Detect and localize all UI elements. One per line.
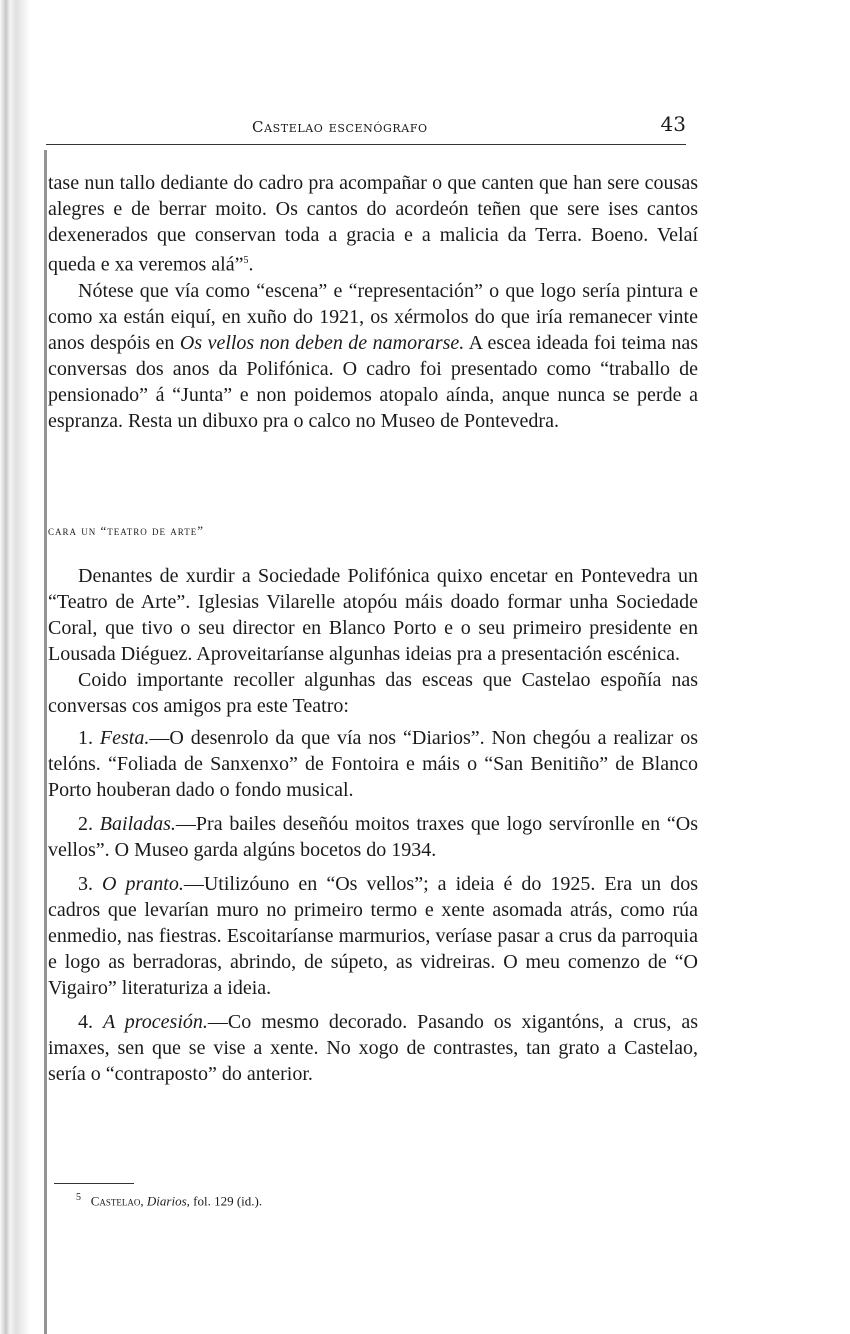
list-item: 1. Festa.—O desenrolo da que vía nos “Diarios”. Non chegóu a realizar os telóns. “Foliada de Sanxenxo” de Fontoira e máis o “San Benitiño” de Blanco Porto houberan dado o fondo musical. — [48, 727, 698, 801]
section-heading: cara un “teatro de arte” — [48, 523, 204, 538]
body-text-top — [48, 170, 698, 434]
page-number: 43 — [660, 112, 686, 136]
paragraph-denantes: Denantes de xurdir a Sociedade Polifónica quixo encetar en Pontevedra un “Teatro de Arte”. Iglesias Vilarelle atopóu máis doado formar unha Sociedade Coral, que tivo o seu director en Blanco Porto e o seu primeiro presidente en Lousada Diéguez. Aproveitaríanse algunhas ideias pra a presentación escénica. — [48, 565, 698, 665]
footnote: $^5$ Castelao, Diarios, fol. 129 (id.). — [76, 1192, 263, 1209]
footnote-rule — [54, 1183, 134, 1184]
body-text-section — [48, 563, 698, 1087]
paragraph-continuation: tase nun tallo dediante do cadro pra acompañar o que canten que han sere cousas alegres e de berrar moito. Os cantos do acordeón teñen que sere ises cantos dexenerados que conservan toda a gracia e a malicia da Terra. Boeno. Velaí queda e xa veremos alá”$^5$. — [48, 172, 698, 276]
paragraph-notese: Nótese que vía como “escena” e “representación” o que logo sería pintura e como xa están eiquí, en xuño do 1921, os xérmolos do que iría remanecer vinte anos despóis en Os vellos non deben de namorarse. A escea ideada foi teima nas conversas dos anos da Polifónica. O cadro foi presentado como “traballo de pensionado” á “Junta” e non poidemos atopalo aínda, anque nunca se perde a espranza. Resta un dibuxo pra o calco no Museo de Pontevedra. — [48, 279, 699, 432]
running-header — [46, 110, 686, 145]
footnote-ref: 5 — [243, 255, 249, 266]
list-item: 3. O pranto.—Utilizóuno en “Os vellos”; a ideia é do 1925. Era un dos cadros que levarían muro no primeiro termo e xente asomada atrás, como rúa enmedio, nas fiestras. Escoitaríanse marmurios, veríase pasar a crus da parroquia e logo as berradoras, abrindo, de súpeto, as vidreiras. O meu comenzo de “O Vigairo” literaturiza a ideia. — [48, 873, 698, 999]
list-item: 4. A procesión.—Co mesmo decorado. Pasando os xigantóns, a crus, as imaxes, sen que se vise a xente. No xogo de contrastes, tan grato a Castelao, sería o “contraposto” do anterior. — [48, 1011, 698, 1085]
page-gutter-edge — [44, 150, 47, 1334]
list-item: 2. Bailadas.—Pra bailes deseñóu moitos traxes que logo servíronlle en “Os vellos”. O Museo garda algúns bocetos do 1934. — [48, 813, 699, 861]
paragraph-coido: Coido importante recoller algunhas das esceas que Castelao espoñía nas conversas cos amigos pra este Teatro: — [48, 669, 698, 717]
header-title: Castelao escenógrafo — [252, 118, 428, 136]
footnote-mark: 5 — [76, 1192, 81, 1203]
work-title: Os vellos non deben de namorarse. — [179, 331, 465, 354]
